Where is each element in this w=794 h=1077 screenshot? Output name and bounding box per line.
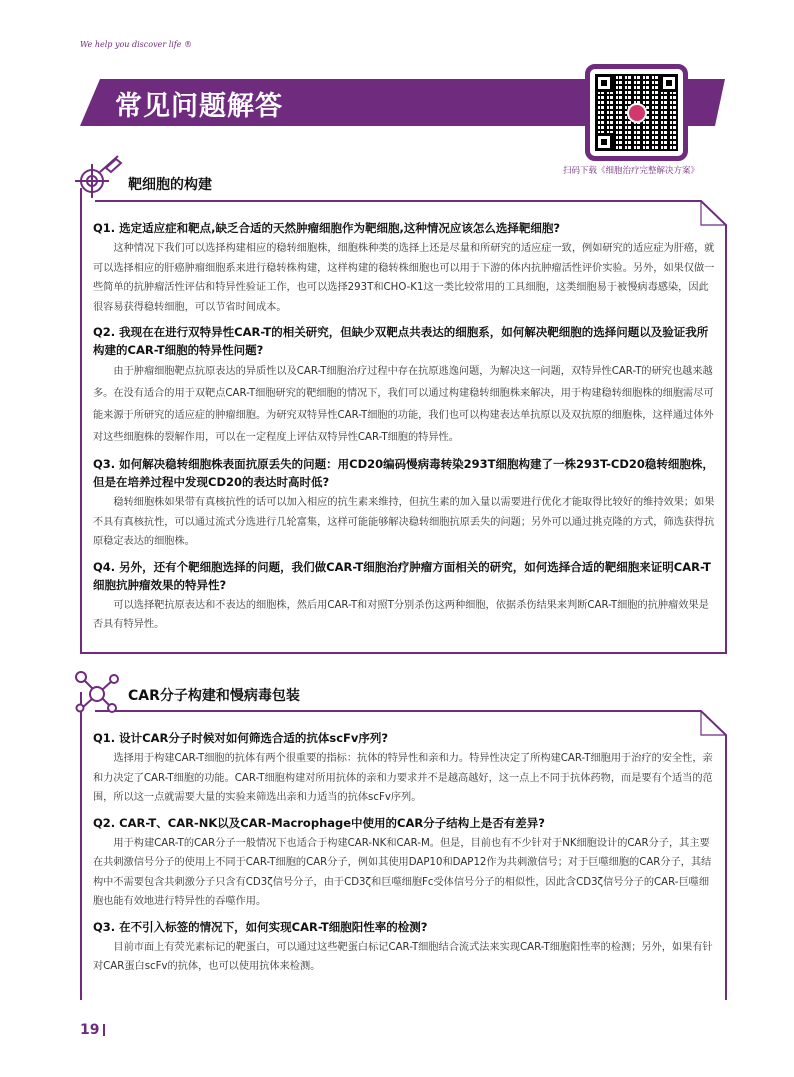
qr-finder	[595, 74, 613, 92]
answer: 目前市面上有荧光素标记的靶蛋白，可以通过这些靶蛋白标记CAR-T细胞结合流式法来实现CAR-T细胞阳性率的检测；另外，如果有针对CAR蛋白scFv的抗体，也可以使用抗体来检测。	[93, 941, 713, 972]
answer: 由于肿瘤细胞靶点抗原表达的异质性以及CAR-T细胞治疗过程中存在抗原逃逸问题，为解决这一问题，双特异性CAR-T的研究也越来越多。在没有适合的用于双靶点CAR-T细胞研究的靶细胞的情况下，我们可以通过构建稳转细胞株来解决，用于构建稳转细胞株的细胞需尽可能来源于所研究的适应症的肿瘤细胞。为研究双特异性CAR-T细胞的功能，我们也可以构建表达单抗原以及双抗原的细胞株，这样通过体外对这些细胞株的裂解作用，可以在一定程度上评估双特异性CAR-T细胞的特异性。	[93, 366, 714, 443]
answer: 可以选择靶抗原表达和不表达的细胞株，然后用CAR-T和对照T分别杀伤这两种细胞，依据杀伤结果来判断CAR-T细胞的抗肿瘤效果是否具有特异性。	[93, 599, 709, 630]
page-number: 19	[80, 1022, 100, 1038]
qr-finder	[660, 74, 678, 92]
answer: 稳转细胞株如果带有真核抗性的话可以加入相应的抗生素来维持，但抗生素的加入量以需要进行优化才能取得比较好的维持效果；如果不具有真核抗性，可以通过流式分选进行几轮富集，这样可能能够解决稳转细胞抗原丢失的问题；另外可以通过挑克隆的方式，筛选获得抗原稳定表达的细胞株。	[93, 497, 715, 547]
section-title: 靶细胞的构建	[128, 177, 212, 193]
question: Q1. 设计CAR分子时候对如何筛选合适的抗体scFv序列?	[93, 731, 389, 745]
section-title: CAR分子构建和慢病毒包装	[128, 688, 300, 704]
question: Q2. 我现在在进行双特异性CAR-T的相关研究，但缺少双靶点共表达的细胞系，如何解决靶细胞的选择问题以及验证我所构建的CAR-T细胞的特异性问题?	[93, 325, 709, 357]
page-divider	[103, 1024, 105, 1036]
page-title: 常见问题解答	[115, 91, 283, 122]
answer: 用于构建CAR-T的CAR分子一般情况下也适合于构建CAR-NK和CAR-M。但是，目前也有不少针对于NK细胞设计的CAR分子，其主要在共刺激信号分子的使用上不同于CAR-T细胞的CAR分子，例如其使用DAP10和DAP12作为共刺激信号；对于巨噬细胞的CAR分子，其结构中不需要包含共刺激分子只含有CD3ζ信号分子，由于CD3ζ和巨噬细胞Fc受体信号分子的相似性，因此含CD3ζ信号分子的CAR-巨噬细胞也能有效地进行特异性的吞噬作用。	[93, 837, 712, 907]
question: Q2. CAR-T、CAR-NK以及CAR-Macrophage中使用的CAR分子结构上是否有差异?	[93, 815, 545, 830]
qr-pattern	[595, 74, 678, 151]
qr-code[interactable]	[585, 64, 688, 161]
qr-caption: 扫码下载《细胞治疗完整解决方案》	[563, 166, 700, 176]
answer: 这种情况下我们可以选择构建相应的稳转细胞株，细胞株种类的选择上还是尽量和所研究的适应症一致，例如研究的适应症为肝癌，就可以选择相应的肝癌肿瘤细胞系来进行稳转株构建，这样构建的稳转株细胞也可以用于下游的体内抗肿瘤活性评价实验。另外，如果仅做一些简单的抗肿瘤活性评估和特异性验证工作，也可以选择293T和CHO-K1这一类比较常用的工具细胞，这类细胞易于被慢病毒感染，因此很容易获得稳转细胞，可以节省时间成本。	[93, 243, 715, 313]
section-body	[93, 729, 715, 983]
question: Q1. 选定适应症和靶点,缺乏合适的天然肿瘤细胞作为靶细胞,这种情况应该怎么选择靶细胞?	[93, 221, 561, 235]
molecule-icon	[74, 670, 124, 716]
question: Q3. 在不引入标签的情况下，如何实现CAR-T细胞阳性率的检测?	[93, 919, 428, 934]
question: Q4. 另外，还有个靶细胞选择的问题，我们做CAR-T细胞治疗肿瘤方面相关的研究，如何选择合适的靶细胞来证明CAR-T细胞抗肿瘤效果的特异性?	[93, 559, 711, 592]
qr-finder	[595, 133, 613, 151]
section-body	[93, 219, 715, 641]
brand-logo-icon	[627, 103, 647, 123]
answer: 选择用于构建CAR-T细胞的抗体有两个很重要的指标：抗体的特异性和亲和力。特异性决定了所构建CAR-T细胞用于治疗的安全性，亲和力决定了CAR-T细胞的功能。CAR-T细胞构建对所用抗体的亲和力要求并不是越高越好，这一点上不同于抗体药物，而是要有个适当的范围，所以这一点就需要大量的实验来筛选出亲和力适当的抗体scFv序列。	[93, 753, 713, 803]
tagline: We help you discover life ®	[80, 40, 193, 49]
question: Q3. 如何解决稳转细胞株表面抗原丢失的问题：用CD20编码慢病毒转染293T细胞构建了一株293T-CD20稳转细胞株，但是在培养过程中发现CD20的表达时高时低?	[93, 457, 714, 489]
